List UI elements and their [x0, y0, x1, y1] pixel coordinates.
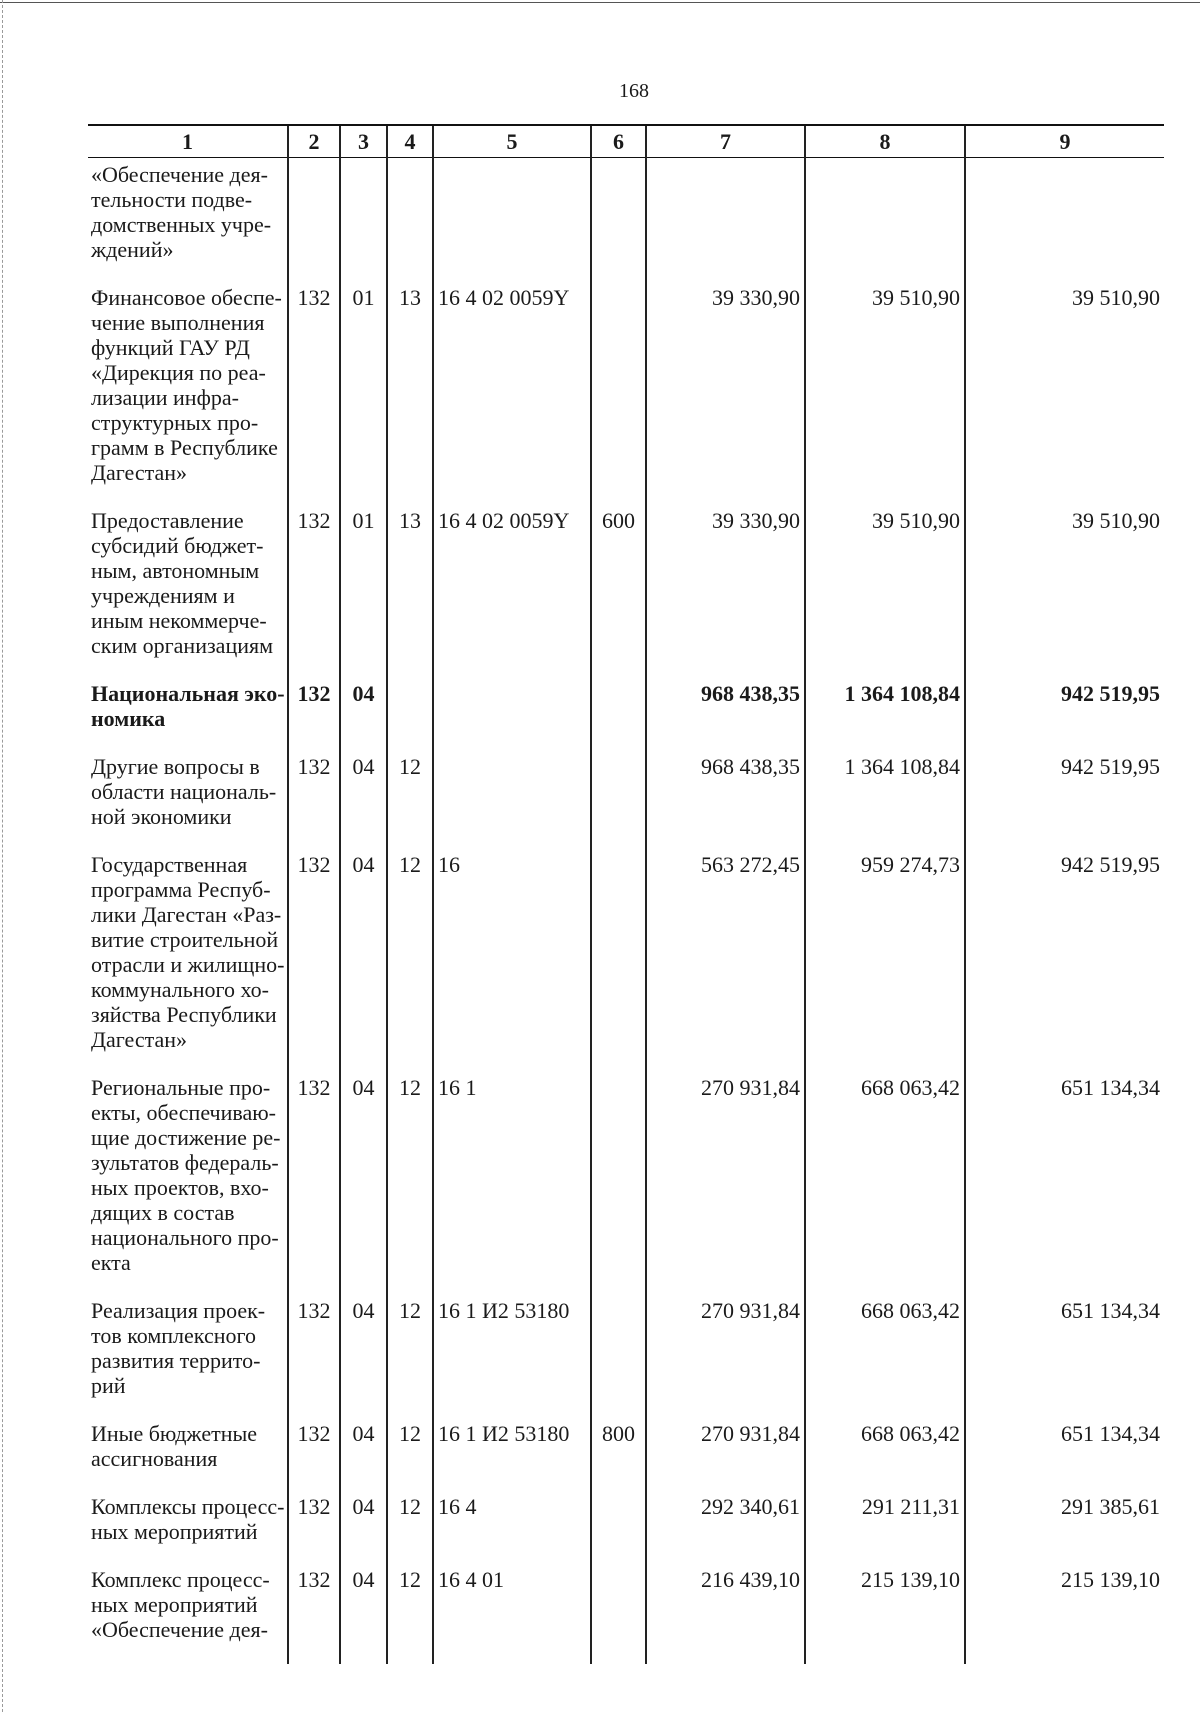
row-description: Государственная программа Респуб- лики Дагестан «Раз- витие строительной отрасли и жилищно- коммунального хо- зяйства Республики Дагестан» — [91, 852, 285, 1052]
page-number: 168 — [619, 80, 649, 102]
table-row — [88, 1287, 1164, 1410]
row-description: Другие вопросы в области националь- ной экономики — [91, 754, 277, 829]
admin-code: 132 — [288, 274, 340, 497]
section-code: 04 — [340, 1483, 387, 1556]
section-code: 04 — [340, 670, 387, 743]
section-code: 04 — [340, 1556, 387, 1664]
row-description: Национальная эко- номика — [91, 681, 285, 731]
amount-year-3 — [965, 158, 1164, 275]
row-description: Региональные про- екты, обеспечиваю- щие достижение ре- зультатов федераль- ных проектов, вхо- дящих в состав национального про- екта — [91, 1075, 281, 1275]
target-article-code: 16 4 — [433, 1483, 591, 1556]
subsection-code — [387, 158, 433, 275]
amount-year-1: 270 931,84 — [646, 1287, 805, 1410]
amount-year-3: 942 519,95 — [965, 841, 1164, 1064]
subsection-code: 12 — [387, 1556, 433, 1664]
amount-year-1: 270 931,84 — [646, 1410, 805, 1483]
admin-code: 132 — [288, 1064, 340, 1287]
amount-year-2: 1 364 108,84 — [805, 743, 965, 841]
section-code — [340, 158, 387, 275]
row-description: Иные бюджетные ассигнования — [91, 1421, 258, 1471]
column-header: 6 — [591, 125, 646, 158]
expense-type-code — [591, 1287, 646, 1410]
table-row — [88, 1483, 1164, 1556]
amount-year-1: 968 438,35 — [646, 743, 805, 841]
amount-year-3: 651 134,34 — [965, 1064, 1164, 1287]
admin-code: 132 — [288, 743, 340, 841]
subsection-code: 12 — [387, 743, 433, 841]
admin-code: 132 — [288, 1287, 340, 1410]
target-article-code: 16 1 И2 53180 — [433, 1287, 591, 1410]
amount-year-3: 942 519,95 — [965, 670, 1164, 743]
amount-year-2: 668 063,42 — [805, 1064, 965, 1287]
subsection-code: 12 — [387, 1064, 433, 1287]
row-description: Комплексы процесс- ных мероприятий — [91, 1494, 285, 1544]
amount-year-1: 216 439,10 — [646, 1556, 805, 1664]
amount-year-1: 270 931,84 — [646, 1064, 805, 1287]
expense-type-code — [591, 158, 646, 275]
budget-table — [88, 124, 1164, 1664]
column-header: 5 — [433, 125, 591, 158]
section-code: 04 — [340, 1410, 387, 1483]
amount-year-3: 39 510,90 — [965, 497, 1164, 670]
admin-code: 132 — [288, 1556, 340, 1664]
expense-type-code — [591, 670, 646, 743]
row-description: Комплекс процесс- ных мероприятий «Обеспечение дея- — [91, 1567, 270, 1642]
column-header: 1 — [88, 125, 288, 158]
table-row — [88, 743, 1164, 841]
target-article-code — [433, 670, 591, 743]
admin-code: 132 — [288, 1483, 340, 1556]
section-code: 04 — [340, 1064, 387, 1287]
admin-code: 132 — [288, 670, 340, 743]
amount-year-2 — [805, 158, 965, 275]
amount-year-2: 668 063,42 — [805, 1287, 965, 1410]
subsection-code: 12 — [387, 1483, 433, 1556]
target-article-code: 16 1 И2 53180 — [433, 1410, 591, 1483]
target-article-code: 16 4 01 — [433, 1556, 591, 1664]
admin-code: 132 — [288, 841, 340, 1064]
amount-year-2: 291 211,31 — [805, 1483, 965, 1556]
section-code: 01 — [340, 274, 387, 497]
row-description: «Обеспечение дея- тельности подве- домственных учре- ждений» — [91, 162, 272, 262]
top-border-line — [0, 2, 1200, 3]
expense-type-code — [591, 1556, 646, 1664]
expense-type-code — [591, 1064, 646, 1287]
amount-year-1: 292 340,61 — [646, 1483, 805, 1556]
table-row — [88, 1556, 1164, 1664]
expense-type-code: 600 — [591, 497, 646, 670]
subsection-code: 12 — [387, 841, 433, 1064]
admin-code — [288, 158, 340, 275]
target-article-code: 16 4 02 0059Y — [433, 274, 591, 497]
amount-year-1: 968 438,35 — [646, 670, 805, 743]
row-description: Предоставление субсидий бюджет- ным, автономным учреждениям и иным некоммерче- ским организациям — [91, 508, 274, 658]
target-article-code — [433, 158, 591, 275]
table-row — [88, 670, 1164, 743]
table-header-row — [88, 125, 1164, 158]
table-row — [88, 841, 1164, 1064]
column-header: 7 — [646, 125, 805, 158]
section-code: 04 — [340, 743, 387, 841]
section-code: 04 — [340, 1287, 387, 1410]
target-article-code: 16 1 — [433, 1064, 591, 1287]
table-row — [88, 158, 1164, 275]
subsection-code: 12 — [387, 1287, 433, 1410]
amount-year-3: 39 510,90 — [965, 274, 1164, 497]
amount-year-3: 651 134,34 — [965, 1410, 1164, 1483]
table-row — [88, 1064, 1164, 1287]
row-description: Финансовое обеспе- чение выполнения функций ГАУ РД «Дирекция по реа- лизации инфра- структурных про- грамм в Республике Дагестан» — [91, 285, 282, 485]
column-header: 3 — [340, 125, 387, 158]
column-header: 8 — [805, 125, 965, 158]
subsection-code — [387, 670, 433, 743]
expense-type-code — [591, 274, 646, 497]
amount-year-3: 651 134,34 — [965, 1287, 1164, 1410]
admin-code: 132 — [288, 1410, 340, 1483]
subsection-code: 13 — [387, 274, 433, 497]
row-description: Реализация проек- тов комплексного развития террито- рий — [91, 1298, 266, 1398]
table-row — [88, 497, 1164, 670]
amount-year-3: 215 139,10 — [965, 1556, 1164, 1664]
amount-year-2: 39 510,90 — [805, 497, 965, 670]
amount-year-2: 959 274,73 — [805, 841, 965, 1064]
column-header: 9 — [965, 125, 1164, 158]
amount-year-3: 291 385,61 — [965, 1483, 1164, 1556]
amount-year-1: 39 330,90 — [646, 497, 805, 670]
amount-year-2: 39 510,90 — [805, 274, 965, 497]
expense-type-code — [591, 743, 646, 841]
amount-year-1: 39 330,90 — [646, 274, 805, 497]
section-code: 01 — [340, 497, 387, 670]
expense-type-code — [591, 841, 646, 1064]
section-code: 04 — [340, 841, 387, 1064]
amount-year-1 — [646, 158, 805, 275]
target-article-code: 16 — [433, 841, 591, 1064]
table-row — [88, 1410, 1164, 1483]
scan-edge-line — [2, 0, 3, 1712]
target-article-code: 16 4 02 0059Y — [433, 497, 591, 670]
admin-code: 132 — [288, 497, 340, 670]
amount-year-2: 1 364 108,84 — [805, 670, 965, 743]
amount-year-3: 942 519,95 — [965, 743, 1164, 841]
amount-year-2: 215 139,10 — [805, 1556, 965, 1664]
subsection-code: 12 — [387, 1410, 433, 1483]
expense-type-code — [591, 1483, 646, 1556]
subsection-code: 13 — [387, 497, 433, 670]
table-row — [88, 274, 1164, 497]
amount-year-2: 668 063,42 — [805, 1410, 965, 1483]
expense-type-code: 800 — [591, 1410, 646, 1483]
target-article-code — [433, 743, 591, 841]
column-header: 2 — [288, 125, 340, 158]
column-header: 4 — [387, 125, 433, 158]
amount-year-1: 563 272,45 — [646, 841, 805, 1064]
